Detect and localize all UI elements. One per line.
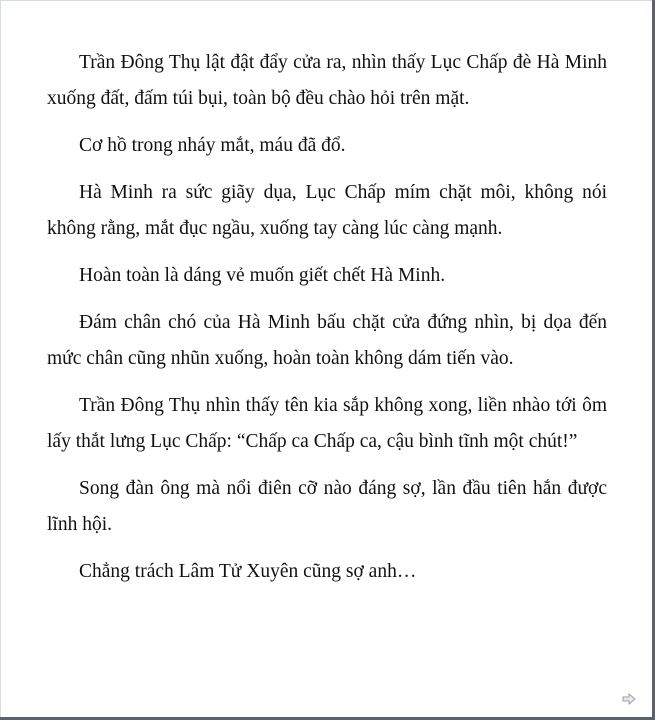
paragraph: Hoàn toàn là dáng vẻ muốn giết chết Hà Minh. [79, 265, 446, 286]
paragraph: Đám chân chó của Hà Minh bấu chặt cửa đứng nhìn, bị dọa đến mức chân cũng nhũn xuống, hoàn toàn không dám tiến vào. [47, 312, 607, 369]
paragraph: Chẳng trách Lâm Tử Xuyên cũng sợ anh… [79, 561, 417, 582]
paragraph: Trần Đông Thụ nhìn thấy tên kia sắp không xong, liền nhào tới ôm lấy thắt lưng Lục Chấp: “Chấp ca Chấp ca, cậu bình tĩnh một chút!” [47, 395, 607, 452]
paragraph: Hà Minh ra sức giãy dụa, Lục Chấp mím chặt môi, không nói không rằng, mắt đục ngầu, xuống tay càng lúc càng mạnh. [47, 182, 607, 239]
paragraph: Song đàn ông mà nổi điên cỡ nào đáng sợ, lần đầu tiên hắn được lĩnh hội. [47, 478, 607, 535]
document-page [47, 45, 607, 601]
paragraph: Trần Đông Thụ lật đật đẩy cửa ra, nhìn thấy Lục Chấp đè Hà Minh xuống đất, đấm túi bụi, toàn bộ đều chào hỏi trên mặt. [47, 52, 607, 109]
paragraph: Cơ hồ trong nháy mắt, máu đã đổ. [79, 135, 346, 156]
next-page-arrow-icon[interactable] [622, 693, 636, 705]
